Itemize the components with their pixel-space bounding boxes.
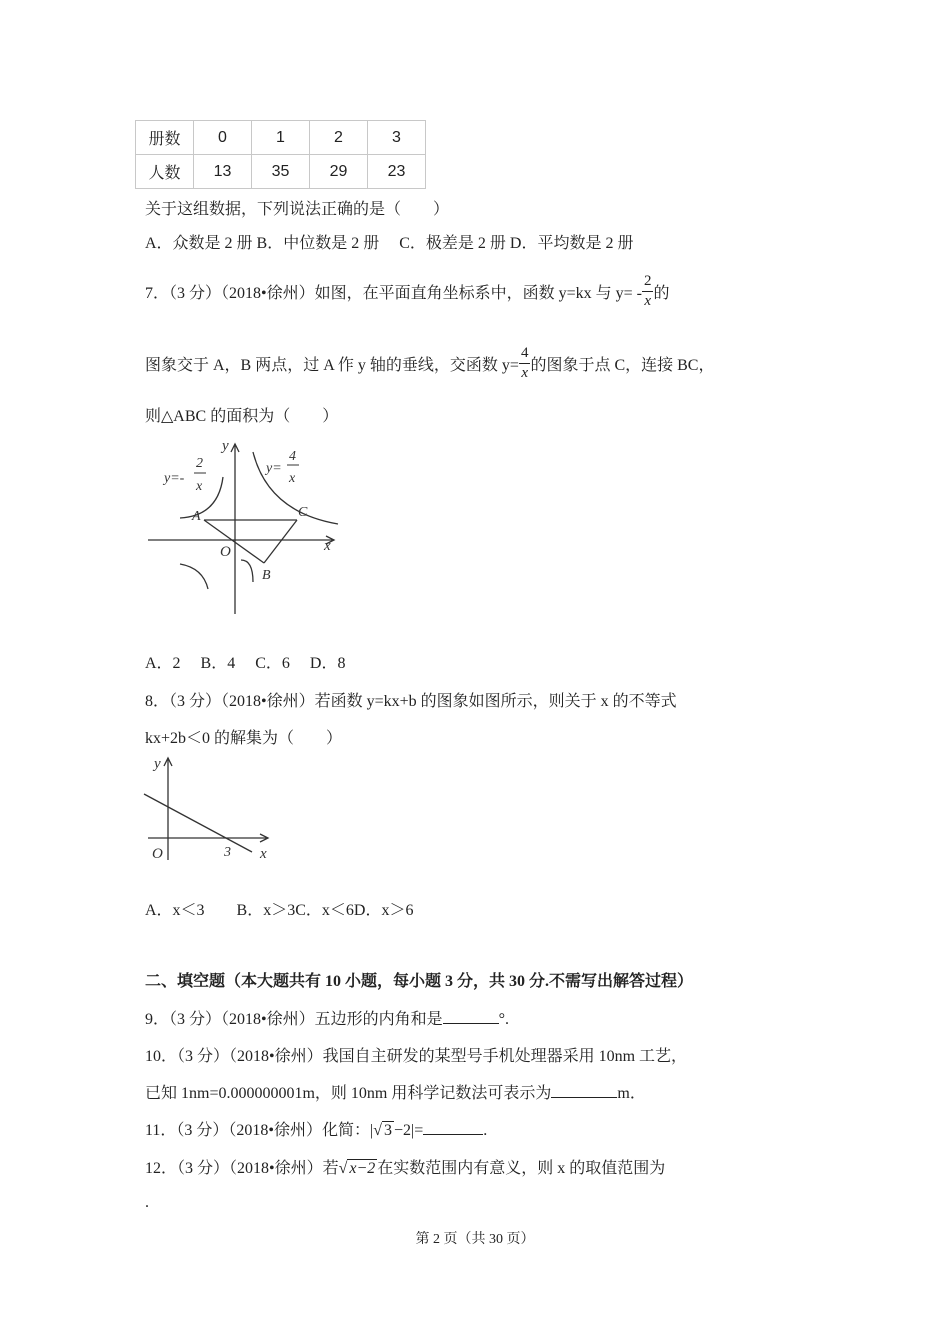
q8-line2: kx+2b＜0 的解集为（ ） [145, 730, 343, 747]
table-cell: 2 [310, 121, 368, 155]
page-footer: 第 2 页（共 30 页） [415, 1232, 535, 1247]
tick-label: 3 [224, 845, 231, 860]
q9-suffix: °. [498, 1011, 510, 1028]
answer-blank [443, 1009, 499, 1024]
q11-prefix: 11．（3 分）（2018•徐州）化简： [145, 1122, 371, 1139]
q7-line2 [145, 340, 714, 386]
fraction [519, 346, 531, 381]
answer-blank [551, 1083, 617, 1098]
table-cell: 册数 [136, 121, 194, 155]
table-cell: 29 [310, 155, 368, 189]
q12-prefix: 12．（3 分）（2018•徐州）若√ [145, 1160, 348, 1177]
x-axis-label: x [324, 538, 331, 554]
fn2-prefix: y= [266, 461, 282, 476]
q11 [145, 1117, 487, 1140]
q10-line2-suffix: m． [617, 1085, 646, 1102]
equals-sign: = [414, 1122, 424, 1139]
origin-label: O [220, 544, 231, 560]
q7-options: A．2 B．4 C．6 D．8 [145, 655, 346, 672]
y-axis-label: y [154, 756, 161, 772]
curve-pos-lower [241, 560, 253, 582]
fraction-numerator: 2 [642, 274, 654, 292]
table-row [136, 121, 426, 155]
section-title: 二、填空题（本大题共有 10 小题，每小题 3 分，共 30 分.不需写出解答过程） [145, 973, 694, 990]
segment-bc [264, 520, 297, 563]
q7-line2-suffix: 的图象于点 C，连接 BC， [530, 356, 715, 374]
q8-figure [140, 752, 280, 866]
segment-ab [204, 520, 264, 563]
y-axis-label: y [222, 438, 229, 454]
answer-blank [423, 1120, 483, 1135]
fraction-numerator: 4 [519, 346, 531, 364]
fraction-denominator: x [521, 364, 529, 381]
q6-options: A．众数是 2 册 B．中位数是 2 册 C．极差是 2 册 D．平均数是 2 册 [145, 235, 634, 252]
radicand: x−2 [349, 1160, 376, 1177]
table-cell: 0 [194, 121, 252, 155]
point-c-label: C [298, 505, 308, 520]
table-cell: 3 [368, 121, 426, 155]
point-b-label: B [262, 568, 271, 583]
q9-prefix: 9．（3 分）（2018•徐州）五边形的内角和是 [145, 1011, 443, 1028]
data-table [135, 120, 426, 189]
q10-line2-prefix: 已知 1nm=0.000000001m，则 10nm 用科学记数法可表示为 [145, 1085, 552, 1102]
table-cell: 13 [194, 155, 252, 189]
q8-line1: 8．（3 分）（2018•徐州）若函数 y=kx+b 的图象如图所示，则关于 x 的不等式 [145, 693, 677, 710]
q7-line3: 则△ABC 的面积为（ ） [145, 408, 339, 425]
table-cell: 35 [252, 155, 310, 189]
function-line [144, 794, 252, 852]
q8-options: A．x＜3 B．x＞3C．x＜6D．x＞6 [145, 902, 414, 919]
q12 [145, 1155, 665, 1178]
q7-line1-prefix: 7．（3 分）（2018•徐州）如图，在平面直角坐标系中，函数 y=kx 与 y= - [145, 284, 642, 302]
radicand: 3 [384, 1122, 392, 1139]
fn1-num: 2 [196, 456, 203, 471]
abs-close: −2| [394, 1122, 415, 1139]
table-cell: 23 [368, 155, 426, 189]
q9 [145, 1006, 509, 1029]
origin-label: O [152, 846, 163, 862]
fraction [642, 274, 654, 309]
x-axis-label: x [260, 846, 267, 862]
q12-suffix: 在实数范围内有意义，则 x 的取值范围为 [377, 1160, 666, 1177]
q6-stem: 关于这组数据，下列说法正确的是（ ） [145, 201, 450, 218]
fn2-num: 4 [289, 449, 296, 464]
fn1-prefix: y=- [164, 471, 185, 486]
fn1-den: x [196, 479, 203, 494]
q7-figure [140, 432, 350, 618]
table-cell: 1 [252, 121, 310, 155]
q7-line2-prefix: 图象交于 A，B 两点，过 A 作 y 轴的垂线，交函数 y= [145, 356, 519, 374]
q7-line1 [145, 268, 670, 314]
q10-line2 [145, 1080, 646, 1103]
q10-line1: 10．（3 分）（2018•徐州）我国自主研发的某型号手机处理器采用 10nm 工艺， [145, 1048, 688, 1065]
q11-suffix: . [483, 1122, 488, 1139]
fraction-denominator: x [644, 292, 652, 309]
curve-neg-lower [180, 564, 208, 589]
table-row [136, 155, 426, 189]
abs-open: |√ [370, 1122, 382, 1139]
point-a-label: A [192, 509, 201, 524]
q12-line2: . [145, 1194, 149, 1211]
q7-line1-suffix: 的 [653, 284, 670, 302]
fn2-den: x [289, 471, 296, 486]
table-cell: 人数 [136, 155, 194, 189]
